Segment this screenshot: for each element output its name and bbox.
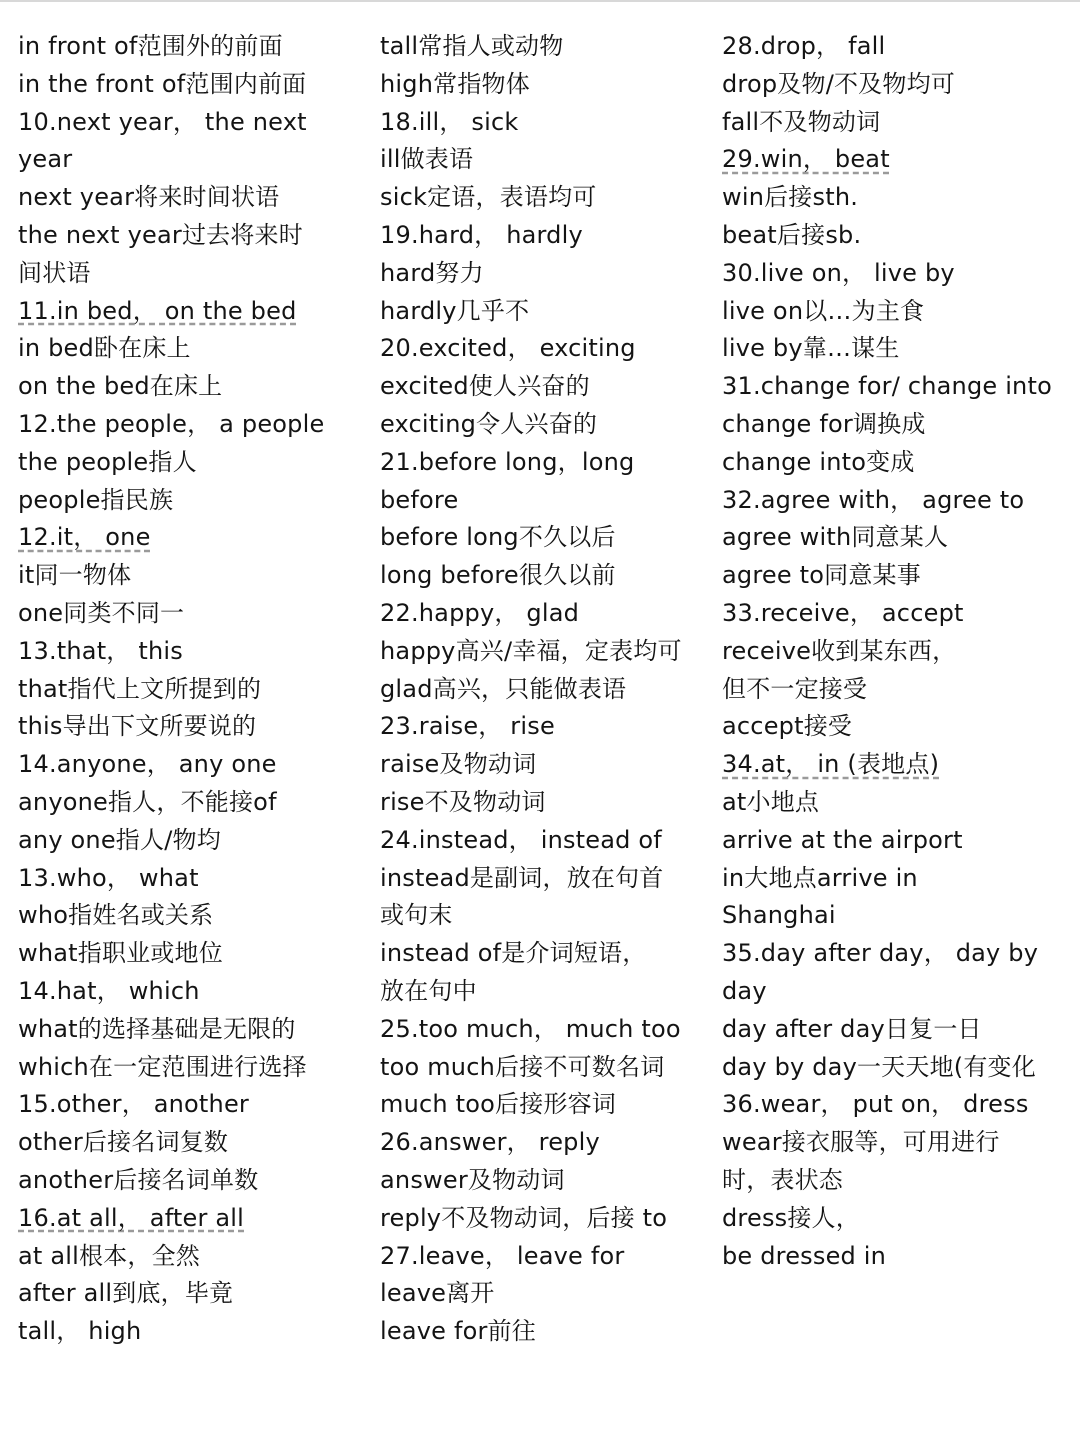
note-line-text: reply不及物动词，后接 to — [380, 1203, 668, 1232]
note-line — [18, 935, 363, 973]
note-line — [380, 179, 720, 217]
note-line — [380, 217, 720, 255]
note-line-text: 26.answer， reply — [380, 1128, 600, 1157]
note-line-text: 11.in bed， on the bed — [18, 296, 297, 325]
note-line — [18, 784, 363, 822]
notes-column-2 — [380, 28, 720, 1351]
note-line-text: in bed卧在床上 — [18, 334, 191, 363]
note-line — [380, 897, 720, 935]
note-line-text: arrive at the airport — [722, 825, 963, 854]
note-line — [18, 1011, 363, 1049]
top-divider — [0, 0, 1080, 2]
note-line — [18, 708, 363, 746]
note-line — [18, 330, 363, 368]
note-line-text: win后接sth. — [722, 183, 859, 212]
note-line-text: hard努力 — [380, 258, 484, 287]
note-line-text: 14.hat， which — [18, 976, 200, 1005]
note-line — [380, 368, 720, 406]
note-line-text: this导出下文所要说的 — [18, 712, 257, 741]
note-line-text: 但不一定接受 — [722, 674, 868, 703]
note-line-text: happy高兴/幸福，定表均可 — [380, 636, 682, 665]
note-line-text: day by day一天天地(有变化 — [722, 1052, 1036, 1081]
note-line — [18, 66, 363, 104]
note-line-text: 21.before long，long — [380, 447, 635, 476]
note-line-text: exciting令人兴奋的 — [380, 409, 598, 438]
note-line-text: 28.drop， fall — [722, 32, 886, 60]
note-line-text: ill做表语 — [380, 145, 474, 174]
note-line — [380, 1200, 720, 1238]
note-line — [18, 1200, 363, 1238]
note-line-text: 36.wear， put on， dress — [722, 1090, 1029, 1119]
note-line-text: Shanghai — [722, 901, 836, 930]
note-line-text: that指代上文所提到的 — [18, 674, 262, 703]
note-line-text: answer及物动词 — [380, 1165, 565, 1194]
note-line-text: which在一定范围进行选择 — [18, 1052, 307, 1081]
note-line-text: the people指人 — [18, 447, 197, 476]
note-line — [722, 255, 1077, 293]
note-line-text: after all到底，毕竟 — [18, 1279, 234, 1308]
note-line-text: other后接名词复数 — [18, 1128, 229, 1157]
note-line-text: change for调换成 — [722, 409, 926, 438]
note-line — [380, 1086, 720, 1124]
note-line-text: change into变成 — [722, 447, 915, 476]
note-line — [18, 1313, 363, 1351]
note-line-text: who指姓名或关系 — [18, 901, 214, 930]
note-line — [18, 444, 363, 482]
note-line-text: day after day日复一日 — [722, 1014, 982, 1043]
note-line — [18, 1238, 363, 1276]
note-line — [380, 1313, 720, 1351]
note-line-text: 31.change for/ change into — [722, 372, 1052, 401]
note-line-text: fall不及物动词 — [722, 107, 881, 136]
note-line-text: in the front of范围内前面 — [18, 69, 307, 98]
note-line — [18, 28, 363, 66]
note-line — [722, 1086, 1077, 1124]
note-line-text: anyone指人，不能接of — [18, 787, 277, 816]
note-line — [380, 330, 720, 368]
note-line — [380, 444, 720, 482]
note-line — [380, 708, 720, 746]
note-line-text: accept接受 — [722, 712, 853, 741]
notes-column-1 — [18, 28, 363, 1351]
note-line — [722, 671, 1077, 709]
note-line — [380, 28, 720, 66]
note-line — [380, 1049, 720, 1087]
note-line-text: what的选择基础是无限的 — [18, 1014, 296, 1043]
note-line-text: 放在句中 — [380, 976, 477, 1005]
note-line — [380, 860, 720, 898]
note-line — [722, 179, 1077, 217]
note-line — [380, 1275, 720, 1313]
note-line — [380, 1162, 720, 1200]
note-line-text: glad高兴，只能做表语 — [380, 674, 627, 703]
note-line-text: 13.that， this — [18, 636, 183, 665]
note-line — [722, 141, 1077, 179]
note-line — [380, 633, 720, 671]
note-line — [722, 1200, 1077, 1238]
note-line — [722, 1011, 1077, 1049]
note-line-text: instead是副词，放在句首 — [380, 863, 664, 892]
note-line — [722, 217, 1077, 255]
note-line — [380, 104, 720, 142]
note-line — [18, 179, 363, 217]
note-line-text: 27.leave， leave for — [380, 1241, 625, 1270]
note-line-text: 32.agree with， agree to — [722, 485, 1025, 514]
note-line — [18, 860, 363, 898]
note-line — [722, 708, 1077, 746]
note-line-text: 22.happy， glad — [380, 598, 580, 627]
note-line — [722, 860, 1077, 898]
note-line — [18, 293, 363, 331]
note-line-text: leave离开 — [380, 1279, 495, 1308]
note-line-text: tall常指人或动物 — [380, 32, 564, 60]
note-line — [380, 973, 720, 1011]
note-line-text: too much后接不可数名词 — [380, 1052, 665, 1081]
note-line — [722, 746, 1077, 784]
note-line-text: 30.live on， live by — [722, 258, 955, 287]
note-line — [18, 557, 363, 595]
note-line-text: much too后接形容词 — [380, 1090, 617, 1119]
note-line — [380, 935, 720, 973]
note-line-text: before — [380, 485, 459, 514]
note-line — [18, 406, 363, 444]
note-line-text: raise及物动词 — [380, 750, 537, 779]
note-line-text: 19.hard， hardly — [380, 220, 583, 249]
note-line — [722, 935, 1077, 973]
note-line-text: at all根本，全然 — [18, 1241, 200, 1270]
note-line — [18, 482, 363, 520]
note-line — [18, 1049, 363, 1087]
note-line-text: high常指物体 — [380, 69, 530, 98]
note-line-text: 15.other， another — [18, 1090, 249, 1119]
note-line-text: 35.day after day， day by — [722, 939, 1039, 968]
note-line-text: leave for前往 — [380, 1317, 536, 1346]
note-line — [722, 1238, 1077, 1276]
note-line-text: at小地点 — [722, 787, 820, 816]
note-line-text: any one指人/物均 — [18, 825, 221, 854]
note-line-text: the next year过去将来时 — [18, 220, 303, 249]
note-line — [722, 482, 1077, 520]
note-line-text: 间状语 — [18, 258, 91, 287]
note-line — [18, 973, 363, 1011]
note-line — [722, 330, 1077, 368]
note-line — [380, 784, 720, 822]
note-line-text: 16.at all， after all — [18, 1203, 245, 1232]
note-line — [722, 406, 1077, 444]
note-line — [380, 671, 720, 709]
note-line-text: long before很久以前 — [380, 561, 616, 590]
note-line — [18, 671, 363, 709]
note-line — [380, 1238, 720, 1276]
note-line-text: 13.who， what — [18, 863, 199, 892]
note-line — [380, 255, 720, 293]
note-line — [380, 1124, 720, 1162]
note-line — [18, 897, 363, 935]
notes-column-3 — [722, 28, 1077, 1275]
note-line — [18, 746, 363, 784]
note-line — [722, 368, 1077, 406]
note-line — [380, 746, 720, 784]
note-line — [722, 897, 1077, 935]
note-line-text: 29.win， beat — [722, 145, 890, 174]
note-line-text: it同一物体 — [18, 561, 132, 590]
note-line — [722, 973, 1077, 1011]
note-line — [18, 217, 363, 255]
note-line-text: beat后接sb. — [722, 220, 862, 249]
note-line-text: tall， high — [18, 1317, 142, 1346]
note-line — [722, 1124, 1077, 1162]
note-line — [722, 633, 1077, 671]
note-line — [380, 141, 720, 179]
note-line — [380, 557, 720, 595]
note-line — [722, 595, 1077, 633]
note-line — [380, 519, 720, 557]
note-line-text: in大地点arrive in — [722, 863, 918, 892]
note-line-text: on the bed在床上 — [18, 372, 223, 401]
note-line-text: excited使人兴奋的 — [380, 372, 590, 401]
note-line-text: 33.receive， accept — [722, 598, 964, 627]
note-line — [722, 293, 1077, 331]
note-line — [18, 1086, 363, 1124]
note-line-text: 34.at， in (表地点) — [722, 750, 940, 779]
note-line — [18, 1275, 363, 1313]
note-line — [722, 519, 1077, 557]
note-line-text: one同类不同一 — [18, 598, 185, 627]
note-line — [18, 519, 363, 557]
note-line-text: people指民族 — [18, 485, 174, 514]
note-line — [18, 633, 363, 671]
note-line-text: live by靠…谋生 — [722, 334, 900, 363]
note-line-text: agree to同意某事 — [722, 561, 921, 590]
note-line-text: 或句末 — [380, 901, 453, 930]
note-line — [380, 293, 720, 331]
note-line-text: sick定语，表语均可 — [380, 183, 597, 212]
note-line-text: in front of范围外的前面 — [18, 32, 283, 60]
note-line-text: 时，表状态 — [722, 1165, 843, 1194]
note-line-text: 24.instead， instead of — [380, 825, 662, 854]
note-line-text: wear接衣服等，可用进行 — [722, 1128, 1000, 1157]
note-line-text: rise不及物动词 — [380, 787, 546, 816]
note-line — [722, 444, 1077, 482]
note-line — [18, 1162, 363, 1200]
note-line — [380, 1011, 720, 1049]
note-line-text: 12.the people， a people — [18, 409, 325, 438]
note-line — [380, 595, 720, 633]
note-line — [18, 104, 363, 142]
note-line — [722, 784, 1077, 822]
note-line — [380, 406, 720, 444]
note-line-text: another后接名词单数 — [18, 1165, 259, 1194]
note-line — [722, 822, 1077, 860]
note-line — [380, 822, 720, 860]
note-line — [722, 1162, 1077, 1200]
note-line — [722, 104, 1077, 142]
note-line-text: 18.ill， sick — [380, 107, 519, 136]
note-line-text: agree with同意某人 — [722, 523, 949, 552]
note-line — [18, 595, 363, 633]
note-line-text: 25.too much， much too — [380, 1014, 681, 1043]
note-line-text: next year将来时间状语 — [18, 183, 280, 212]
note-line — [18, 141, 363, 179]
note-line — [722, 1049, 1077, 1087]
note-line-text: 20.excited， exciting — [380, 334, 636, 363]
note-line-text: dress接人， — [722, 1203, 860, 1232]
note-line — [18, 368, 363, 406]
note-line-text: before long不久以后 — [380, 523, 616, 552]
note-line — [380, 482, 720, 520]
note-line-text: be dressed in — [722, 1241, 887, 1270]
note-line-text: live on以…为主食 — [722, 296, 925, 325]
note-line — [380, 66, 720, 104]
note-line-text: year — [18, 145, 73, 174]
note-line-text: 14.anyone， any one — [18, 750, 277, 779]
note-line-text: 23.raise， rise — [380, 712, 555, 741]
note-line — [722, 66, 1077, 104]
note-line — [722, 557, 1077, 595]
note-line-text: what指职业或地位 — [18, 939, 223, 968]
note-line — [18, 1124, 363, 1162]
note-line-text: hardly几乎不 — [380, 296, 530, 325]
note-line-text: 10.next year， the next — [18, 107, 307, 136]
note-line-text: drop及物/不及物均可 — [722, 69, 955, 98]
note-line-text: day — [722, 976, 767, 1005]
note-line-text: receive收到某东西， — [722, 636, 957, 665]
note-line — [18, 822, 363, 860]
note-line-text: instead of是介词短语， — [380, 939, 647, 968]
note-line — [722, 28, 1077, 66]
note-line-text: 12.it， one — [18, 523, 151, 552]
note-line — [18, 255, 363, 293]
